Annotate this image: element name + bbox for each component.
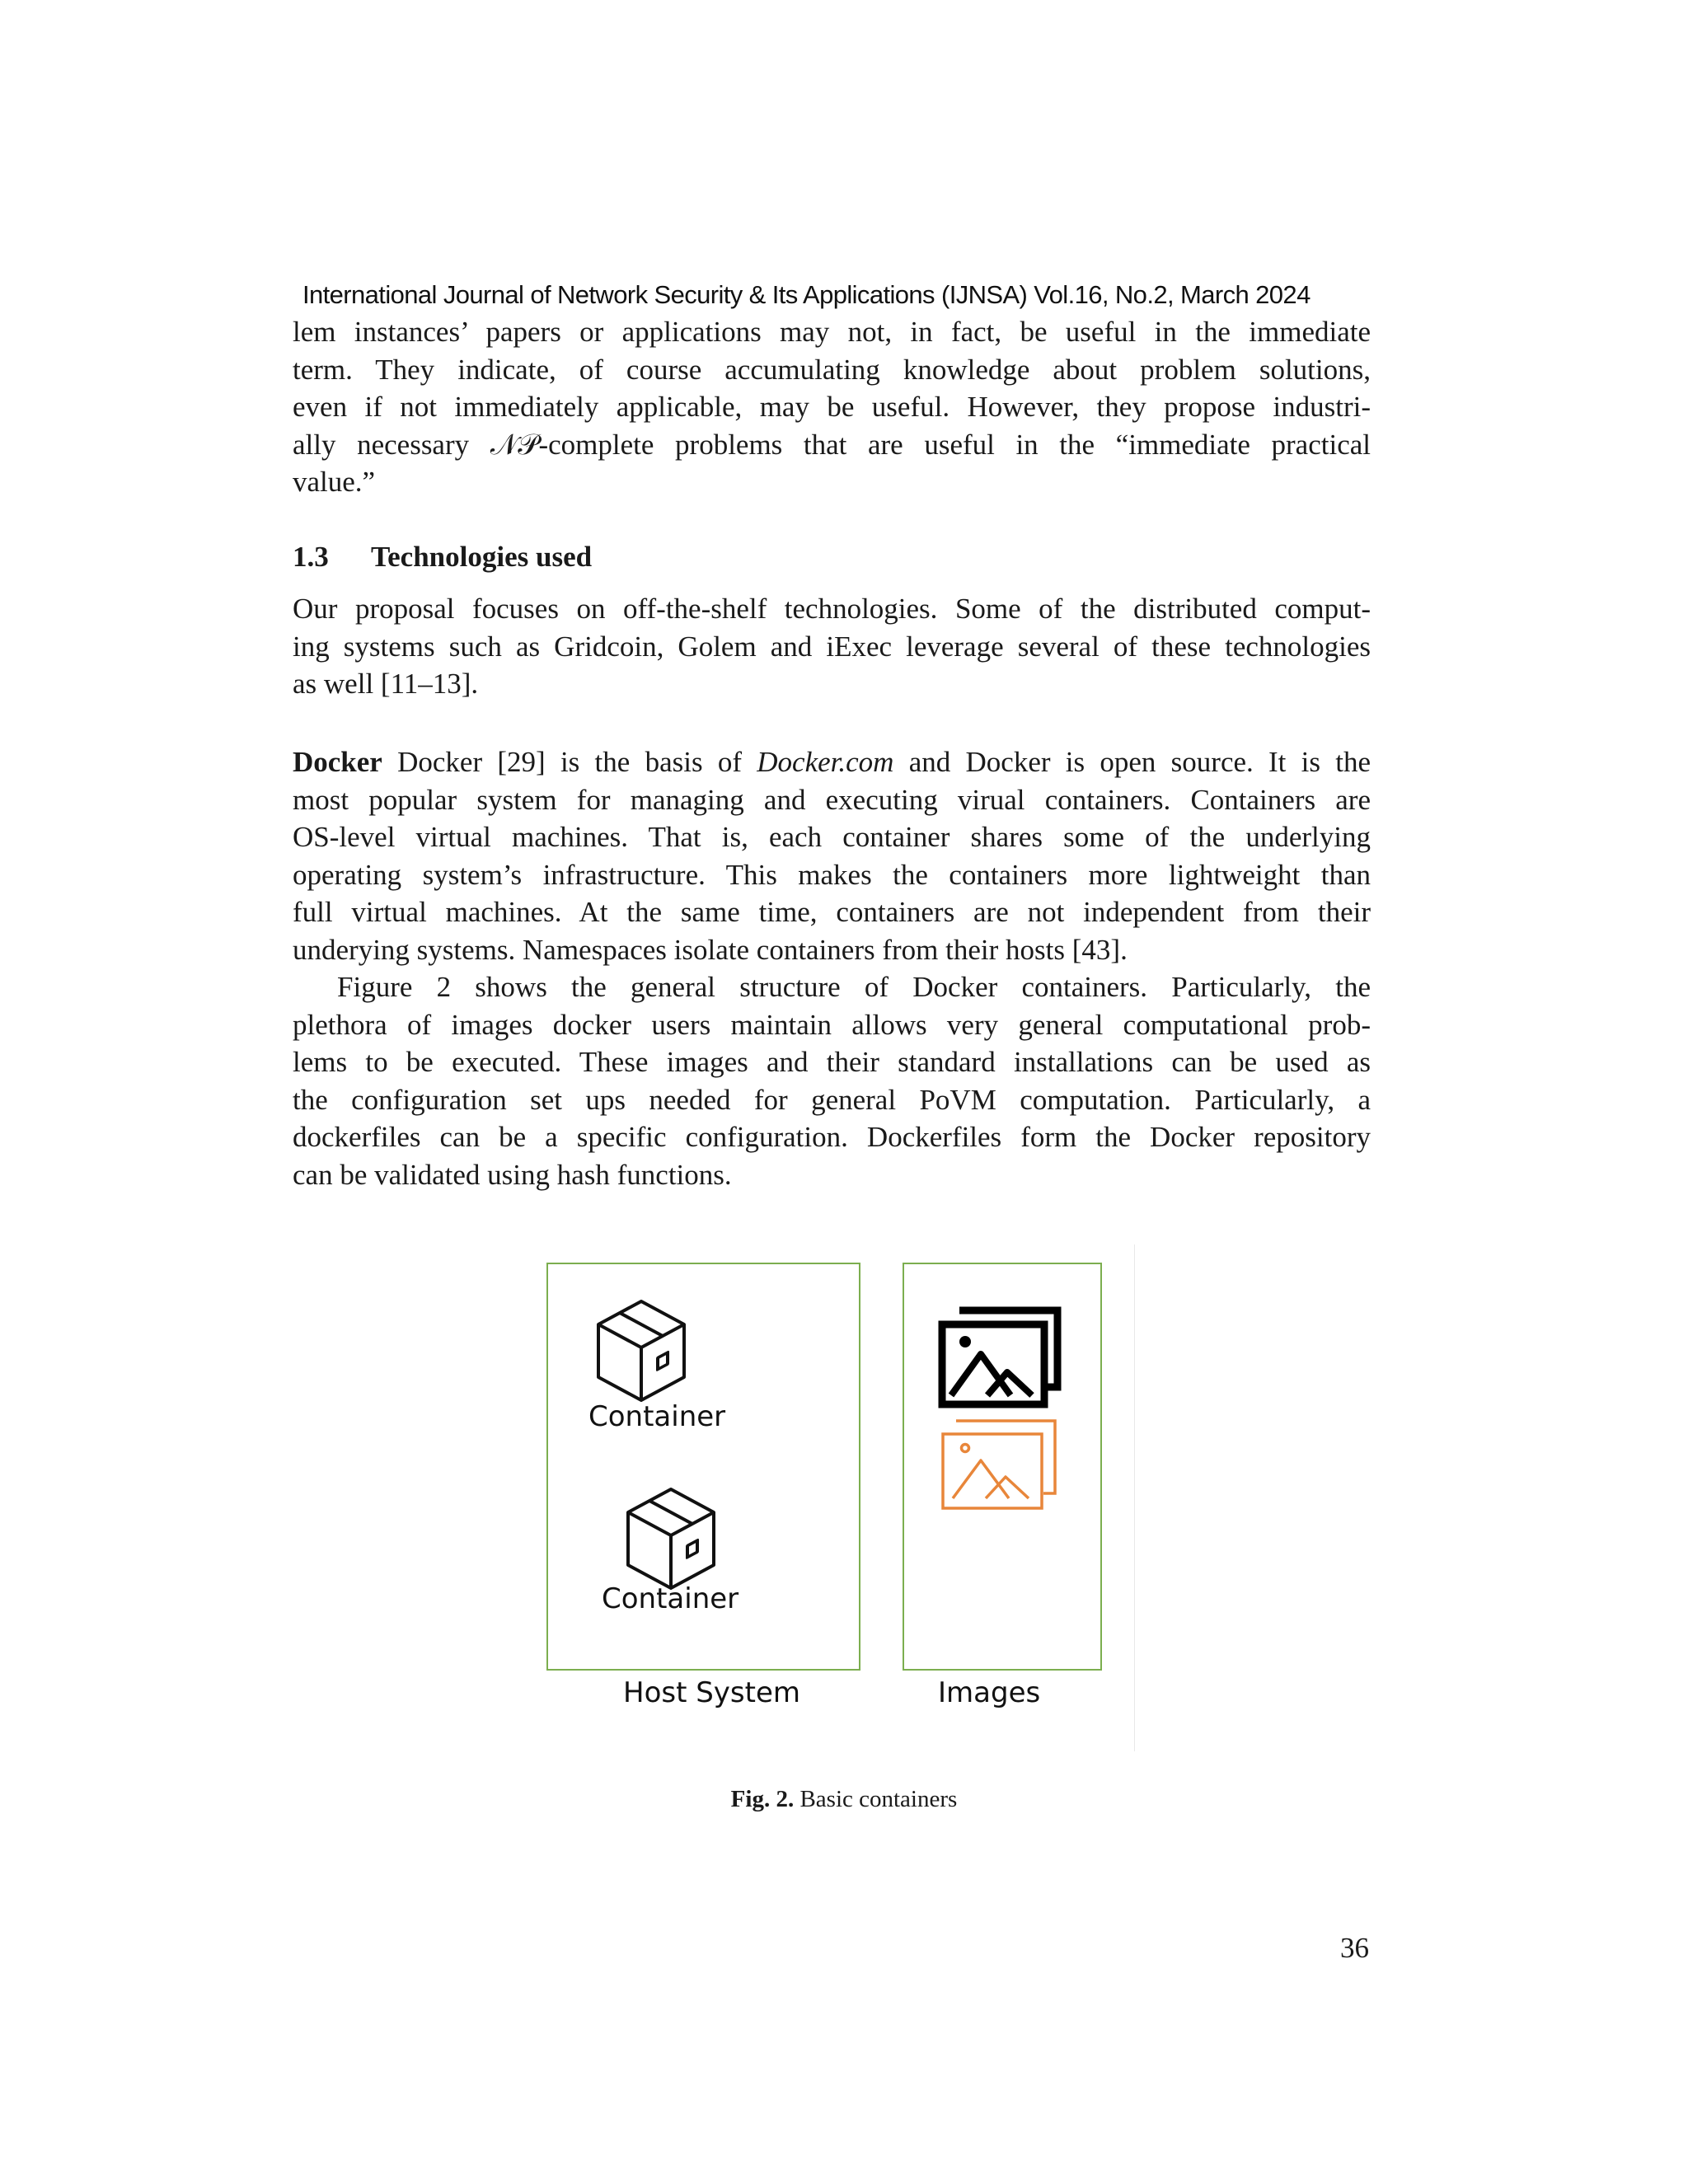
text-line: most popular system for managing and executing virual containers. Containers are <box>293 783 1371 816</box>
section-heading <box>293 541 592 574</box>
section-paragraph <box>293 590 1371 703</box>
section-title: Technologies used <box>371 541 593 573</box>
container-label: Container <box>588 1400 726 1433</box>
text-fragment: Figure 2 shows the general structure of Docker containers. Particularly, the <box>337 971 1371 1003</box>
text-line: OS-level virtual machines. That is, each container shares some of the underlying <box>293 821 1371 853</box>
text-fragment: and Docker is open source. It is the <box>908 746 1372 778</box>
figure-frame-edge <box>1134 1244 1135 1751</box>
text-line: operating system’s infrastructure. This makes the containers more lightweight than <box>293 858 1371 891</box>
container-label: Container <box>602 1582 739 1615</box>
text-line <box>293 743 1371 781</box>
text-line: term. They indicate, of course accumulating knowledge about problem solutions, <box>293 353 1371 386</box>
text-line: full virtual machines. At the same time, containers are not independent from their <box>293 896 1371 928</box>
text-line: underying systems. Namespaces isolate containers from their hosts [43]. <box>293 933 1128 966</box>
text-line: lem instances’ papers or applications may not, in fact, be useful in the immediate <box>293 316 1371 348</box>
section-number: 1.3 <box>293 541 329 573</box>
text-fragment: Docker [29] is the basis of <box>397 746 742 778</box>
figure-caption <box>0 1786 1688 1813</box>
text-line: can be validated using hash functions. <box>293 1158 732 1191</box>
text-line: ing systems such as Gridcoin, Golem and iExec leverage several of these technologies <box>293 630 1371 663</box>
docker-run-in-heading: Docker <box>293 746 382 778</box>
caption-text: Basic containers <box>799 1786 958 1812</box>
text-line: value.” <box>293 466 376 498</box>
box-icon <box>593 1298 689 1404</box>
text-line: Our proposal focuses on off-the-shelf technologies. Some of the distributed comput- <box>293 593 1371 625</box>
text-line: even if not immediately applicable, may be useful. However, they propose industri- <box>293 391 1371 423</box>
intro-paragraph <box>293 313 1371 501</box>
text-line: lems to be executed. These images and their standard installations can be used as <box>293 1046 1371 1078</box>
journal-header: International Journal of Network Security & Its Applications (IJNSA) Vol.16, No.2, March 2024 <box>302 280 1311 309</box>
text-line: ally necessary 𝒩𝒫-complete problems that are useful in the “immediate practical <box>293 428 1371 461</box>
page-number: 36 <box>1340 1932 1369 1964</box>
text-line: plethora of images docker users maintain allows very general computational prob- <box>293 1008 1371 1041</box>
text-line: dockerfiles can be a specific configuration. Dockerfiles form the Docker repository <box>293 1121 1371 1153</box>
box-icon <box>623 1486 719 1591</box>
images-label: Images <box>938 1676 1041 1709</box>
text-line <box>293 968 1371 1006</box>
docker-com-italic: Docker.com <box>757 746 894 778</box>
text-line: the configuration set ups needed for general PoVM computation. Particularly, a <box>293 1083 1371 1116</box>
image-stack-icon <box>938 1306 1062 1408</box>
caption-label: Fig. 2. <box>730 1786 795 1812</box>
host-system-label: Host System <box>623 1676 801 1709</box>
docker-paragraph <box>293 743 1371 968</box>
text-line: as well [11–13]. <box>293 668 479 700</box>
figure-description-paragraph <box>293 968 1371 1193</box>
image-stack-icon <box>940 1418 1059 1512</box>
